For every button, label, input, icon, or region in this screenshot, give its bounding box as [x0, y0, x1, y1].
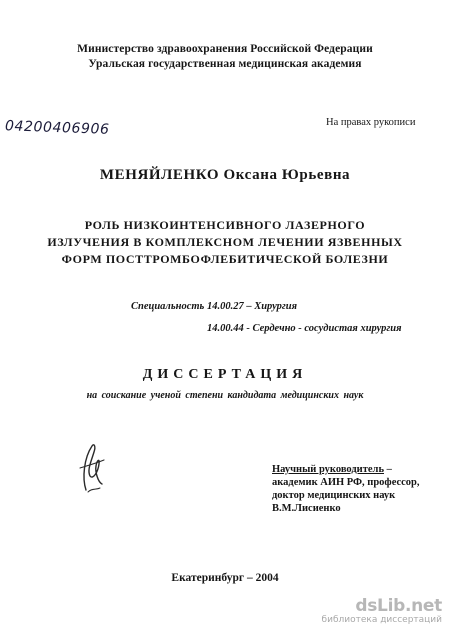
archive-number: 04200406906 [4, 118, 110, 138]
supervisor-title-line: академик АИН РФ, профессор, [272, 477, 420, 488]
supervisor-name: В.М.Лисиенко [272, 503, 341, 514]
title-line-3: ФОРМ ПОСТТРОМБОФЛЕБИТИЧЕСКОЙ БОЛЕЗНИ [61, 252, 389, 266]
watermark-logo: dsLib.net [355, 596, 442, 616]
city-year: Екатеринбург – 2004 [171, 572, 279, 584]
author-name: МЕНЯЙЛЕНКО Оксана Юрьевна [99, 167, 351, 183]
specialty-line-1: Специальность 14.00.27 – Хирургия [131, 301, 298, 312]
watermark-subtitle: библиотека диссертаций [321, 615, 442, 625]
academy-line: Уральская государственная медицинская академия [88, 58, 362, 70]
supervisor-dash: – [384, 464, 392, 475]
signature-mark [72, 438, 112, 494]
specialty-line-2: 14.00.44 - Сердечно - сосудистая хирургия [207, 323, 402, 334]
work-type: ДИССЕРТАЦИЯ [142, 367, 308, 382]
rights-note: На правах рукописи [326, 117, 416, 128]
supervisor-heading: Научный руководитель [272, 464, 384, 475]
degree-line: на соискание ученой степени кандидата медицинских наук [86, 390, 364, 401]
supervisor-heading-row [272, 464, 392, 475]
watermark [322, 596, 442, 625]
ministry-line: Министерство здравоохранения Российской Федерации [77, 43, 373, 55]
title-line-1: РОЛЬ НИЗКОИНТЕНСИВНОГО ЛАЗЕРНОГО [84, 218, 366, 232]
supervisor-degree-line: доктор медицинских наук [272, 490, 396, 501]
title-line-2: ИЗЛУЧЕНИЯ В КОМПЛЕКСНОМ ЛЕЧЕНИИ ЯЗВЕННЫХ [47, 235, 403, 249]
